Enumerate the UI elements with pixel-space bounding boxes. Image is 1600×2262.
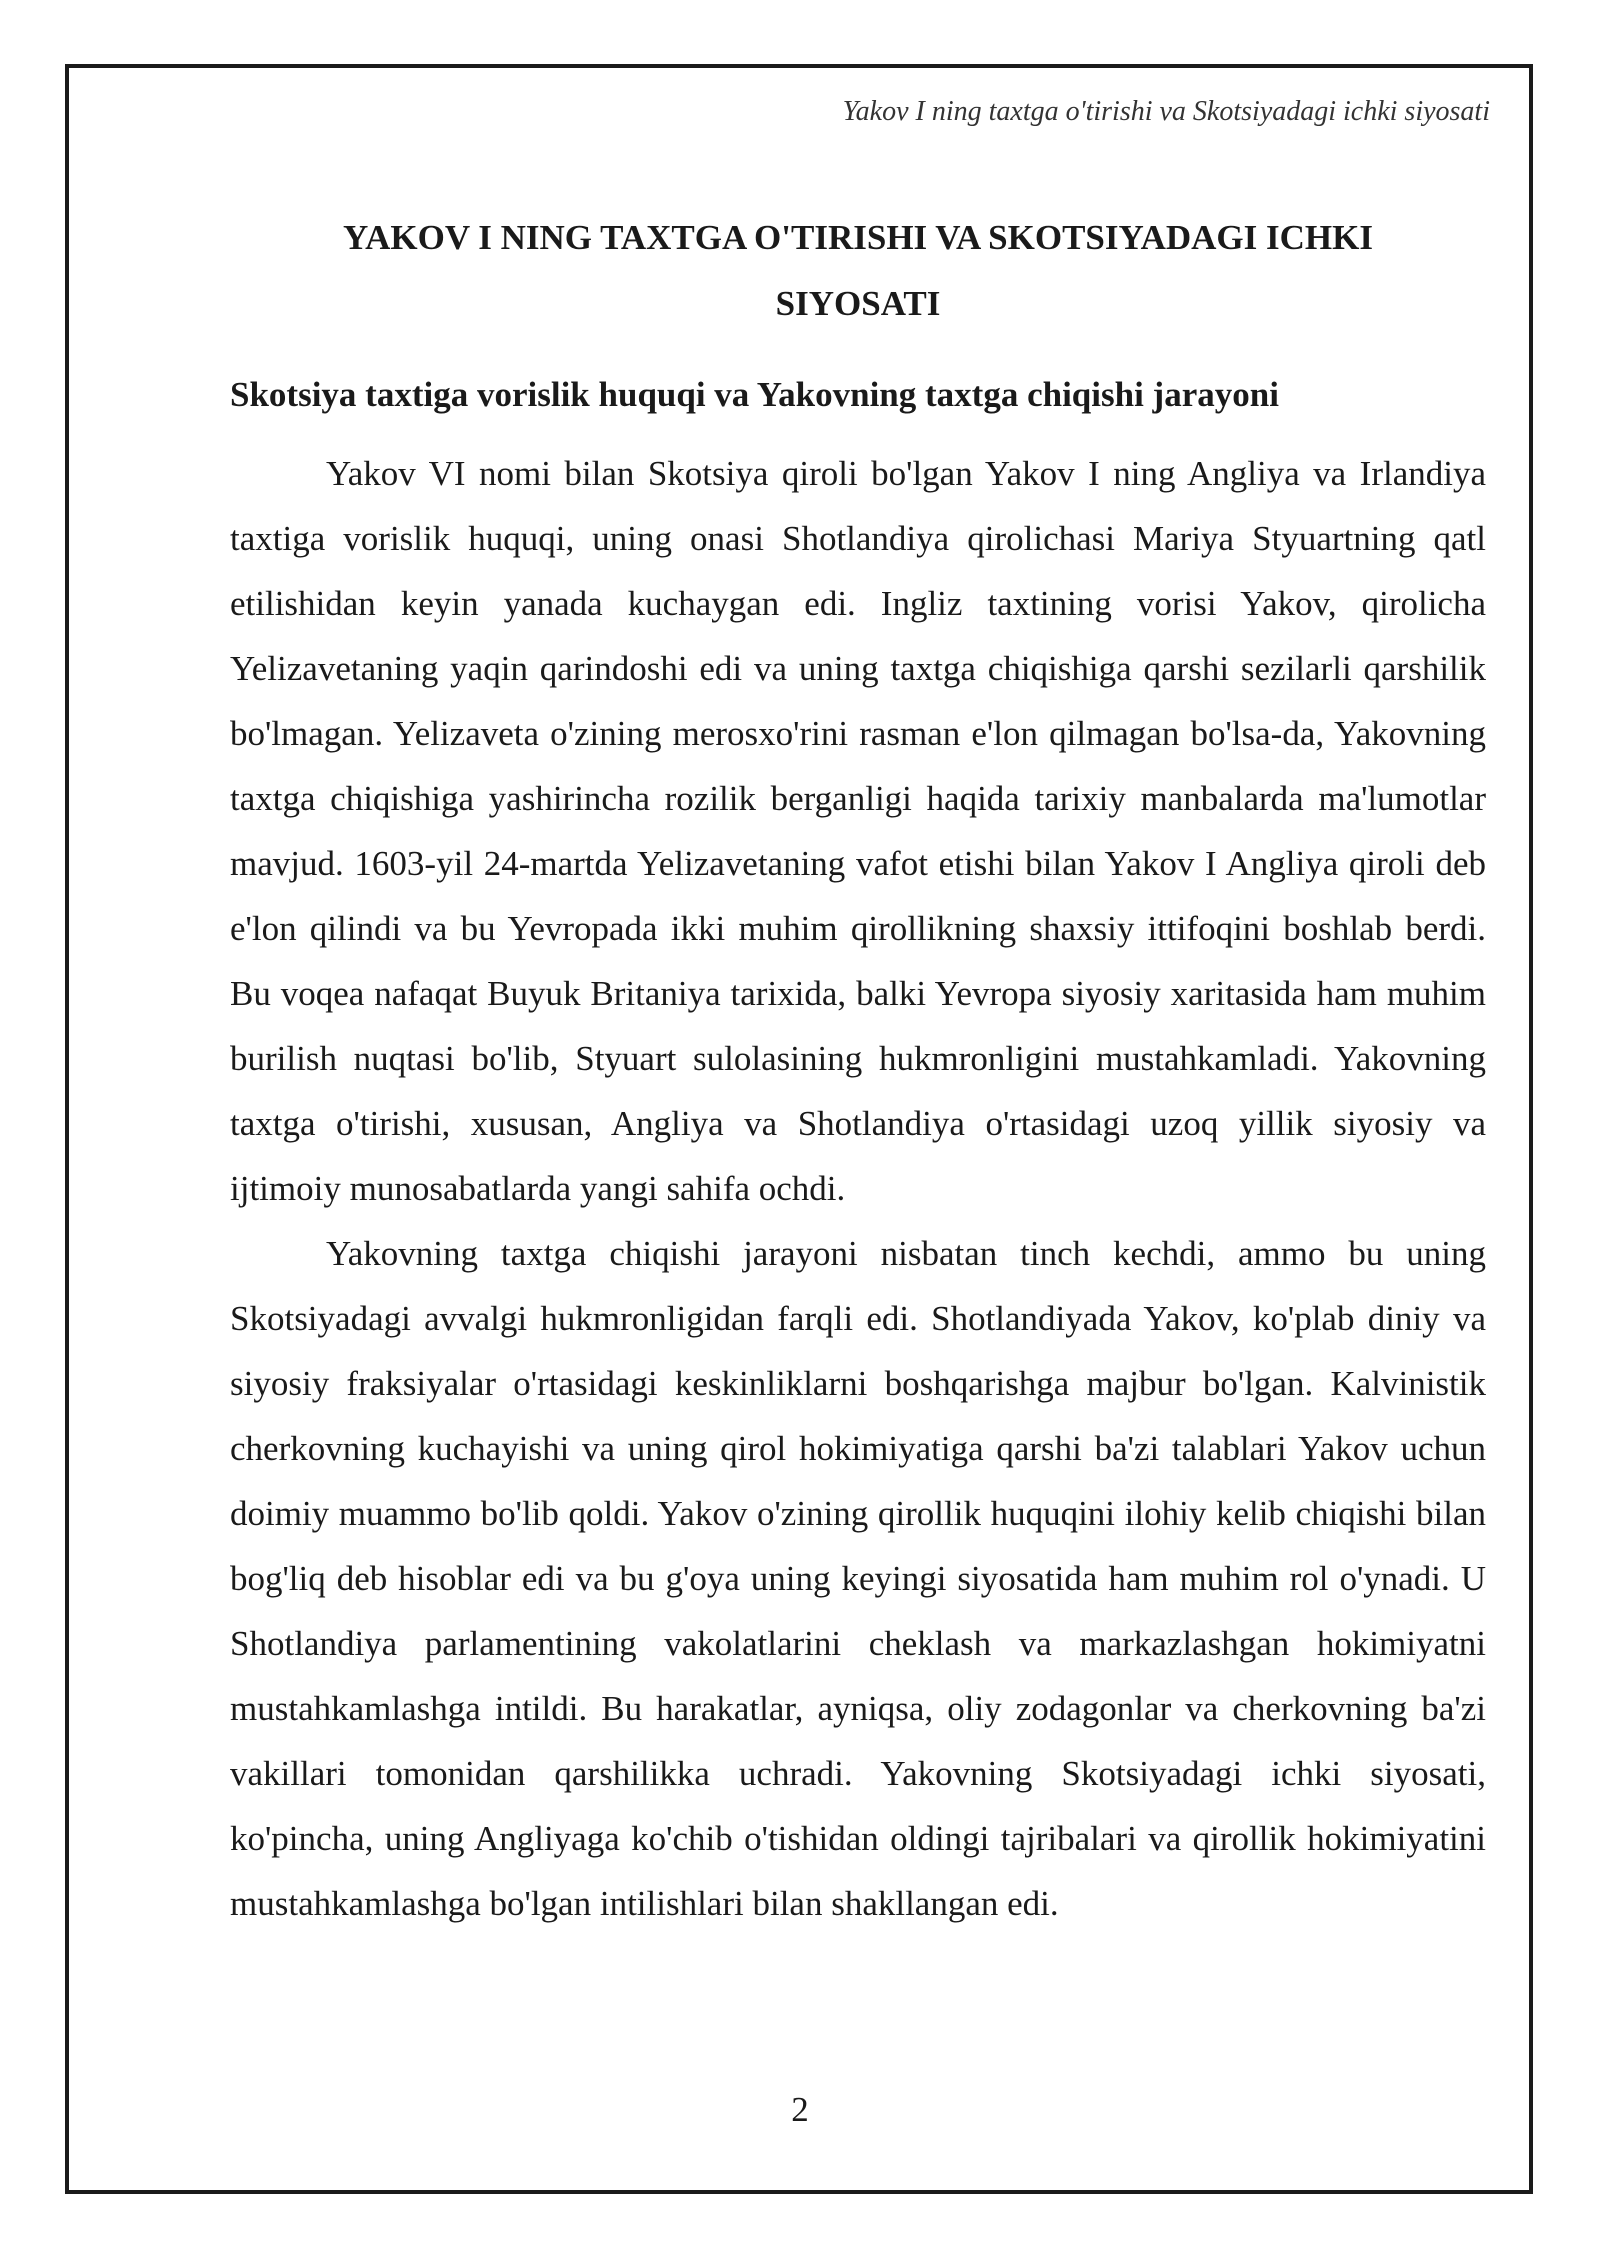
document-title: YAKOV I NING TAXTGA O'TIRISHI VA SKOTSIYADAGI ICHKI SIYOSATI bbox=[343, 218, 1373, 323]
running-header: Yakov I ning taxtga o'tirishi va Skotsiyadagi ichki siyosati bbox=[842, 96, 1490, 127]
page-content bbox=[230, 205, 1486, 1936]
section-heading: Skotsiya taxtiga vorislik huquqi va Yakovning taxtga chiqishi jarayoni bbox=[230, 375, 1279, 414]
page-number: 2 bbox=[791, 2090, 809, 2129]
paragraph-1: Yakov VI nomi bilan Skotsiya qiroli bo'lgan Yakov I ning Angliya va Irlandiya taxtiga vorislik huquqi, uning onasi Shotlandiya qirolichasi Mariya Styuartning qatl etilishidan keyin yanada kuchaygan edi. Ingliz taxtining vorisi Yakov, qirolicha Yelizavetaning yaqin qarindoshi edi va uning taxtga chiqishiga qarshi sezilarli qarshilik bo'lmagan. Yelizaveta o'zining merosxo'rini rasman e'lon qilmagan bo'lsa-da, Yakovning taxtga chiqishiga yashirincha rozilik berganligi haqida tarixiy manbalarda ma'lumotlar mavjud. 1603-yil 24-martda Yelizavetaning vafot etishi bilan Yakov I Angliya qiroli deb e'lon qilindi va bu Yevropada ikki muhim qirollikning shaxsiy ittifoqini boshlab berdi. Bu voqea nafaqat Buyuk Britaniya tarixida, balki Yevropa siyosiy xaritasida ham muhim burilish nuqtasi bo'lib, Styuart sulolasining hukmronligini mustahkamladi. Yakovning taxtga o'tirishi, xususan, Angliya va Shotlandiya o'rtasidagi uzoq yillik siyosiy va ijtimoiy munosabatlarda yangi sahifa ochdi. bbox=[230, 454, 1486, 1208]
paragraph-2: Yakovning taxtga chiqishi jarayoni nisbatan tinch kechdi, ammo bu uning Skotsiyadagi avvalgi hukmronligidan farqli edi. Shotlandiyada Yakov, ko'plab diniy va siyosiy fraksiyalar o'rtasidagi keskinliklarni boshqarishga majbur bo'lgan. Kalvinistik cherkovning kuchayishi va uning qirol hokimiyatiga qarshi ba'zi talablari Yakov uchun doimiy muammo bo'lib qoldi. Yakov o'zining qirollik huquqini ilohiy kelib chiqishi bilan bog'liq deb hisoblar edi va bu g'oya uning keyingi siyosatida ham muhim rol o'ynadi. U Shotlandiya parlamentining vakolatlarini cheklash va markazlashgan hokimiyatni mustahkamlashga intildi. Bu harakatlar, ayniqsa, oliy zodagonlar va cherkovning ba'zi vakillari tomonidan qarshilikka uchradi. Yakovning Skotsiyadagi ichki siyosati, ko'pincha, uning Angliyaga ko'chib o'tishidan oldingi tajribalari va qirollik hokimiyatini mustahkamlashga bo'lgan intilishlari bilan shakllangan edi. bbox=[230, 1234, 1486, 1923]
